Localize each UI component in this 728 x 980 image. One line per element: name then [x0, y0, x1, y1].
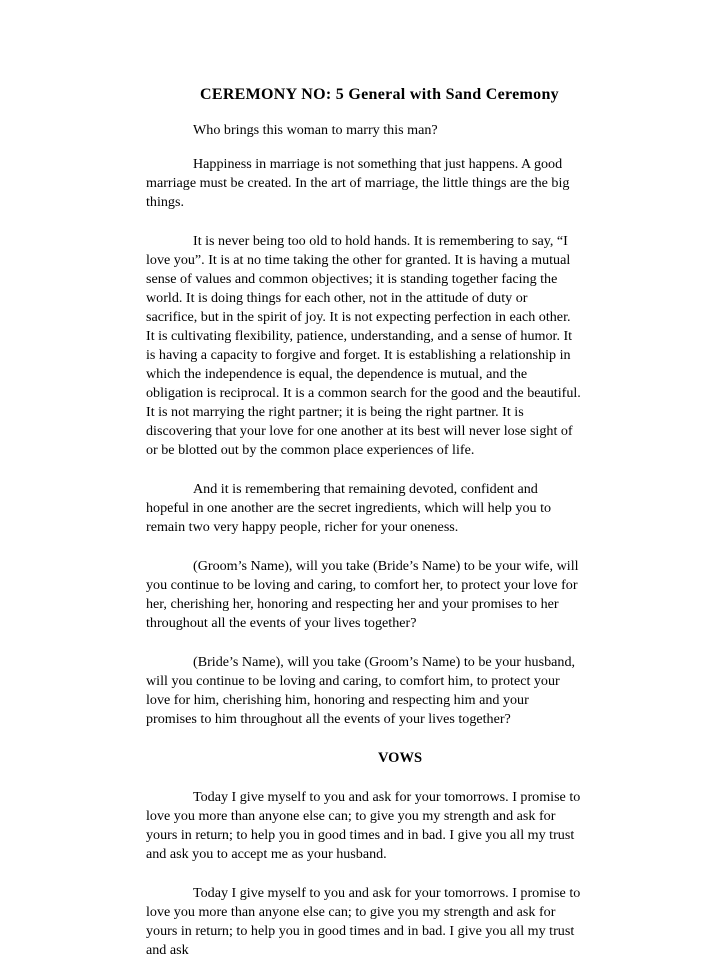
paragraph-marriage-qualities: It is never being too old to hold hands. It is remembering to say, “I love you”. It is at no time taking the other for granted. It is having a mutual sense of values and common objectives; it is standing together facing the world. It is doing things for each other, not in the attitude of duty or sacrifice, but in the spirit of joy. It is not expecting perfection in each other. It is cultivating flexibility, patience, understanding, and a sense of humor. It is having a capacity to forgive and forget. It is establishing a relationship in which the independence is equal, the dependence is mutual, and the obligation is reciprocal. It is a common search for the good and the beautiful. It is not marrying the right partner; it is being the right partner. It is discovering that your love for one another at its best will never lose sight of or be blotted out by the common place experiences of life.: [146, 233, 581, 458]
paragraph-happiness: Happiness in marriage is not something that just happens. A good marriage must be created. In the art of marriage, the little things are the big things.: [146, 156, 570, 210]
page-title: CEREMONY NO: 5 General with Sand Ceremony: [200, 86, 559, 103]
paragraph-officiant-question: Who brings this woman to marry this man?: [193, 122, 438, 138]
vow-paragraph-bride: Today I give myself to you and ask for your tomorrows. I promise to love you more than anyone else can; to give you my strength and ask for yours in return; to help you in good times and in bad. I give you all my trust and ask: [146, 885, 581, 958]
paragraph-bride-question: (Bride’s Name), will you take (Groom’s Name) to be your husband, will you continue to be loving and caring, to comfort him, to protect your love for him, cherishing him, honoring and respecting him and your promises to him throughout all the events of your lives together?: [146, 654, 576, 727]
vow-paragraph-groom: Today I give myself to you and ask for your tomorrows. I promise to love you more than anyone else can; to give you my strength and ask for yours in return; to help you in good times and in bad. I give you all my trust and ask you to accept me as your husband.: [146, 789, 581, 862]
vows-heading: VOWS: [377, 750, 423, 766]
paragraph-groom-question: (Groom’s Name), will you take (Bride’s Name) to be your wife, will you continue to be loving and caring, to comfort her, to protect your love for her, cherishing her, honoring and respecting her and your promises to her throughout all the events of your lives together?: [146, 558, 579, 631]
document-body: [146, 121, 582, 980]
paragraph-devotion: And it is remembering that remaining devoted, confident and hopeful in one another are the secret ingredients, which will help you to remain two very happy people, richer for your oneness.: [146, 481, 552, 535]
